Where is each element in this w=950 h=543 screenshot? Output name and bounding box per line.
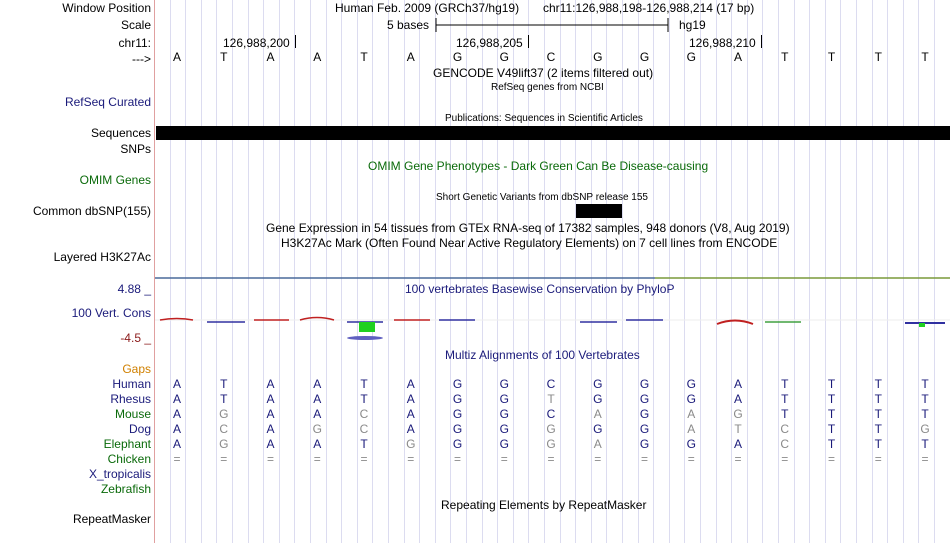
scale-text: 5 bases <box>387 18 430 32</box>
label-refseq[interactable]: RefSeq Curated <box>64 95 151 109</box>
alignment-base: G <box>499 422 509 436</box>
alignment-base: = <box>781 452 789 466</box>
sequence-base: A <box>406 50 415 64</box>
alignment-base: A <box>172 437 181 451</box>
label-zebrafish: Zebrafish <box>100 482 151 496</box>
sequence-base: T <box>781 50 789 64</box>
alignment-base: = <box>827 452 835 466</box>
alignment-base: = <box>594 452 602 466</box>
alignment-base: T <box>827 407 836 421</box>
gtex-title: Gene Expression in 54 tissues from GTEx RNA-seq of 17382 samples, 948 donors (V8, Aug 2019) <box>266 221 790 235</box>
alignment-base: = <box>547 452 555 466</box>
alignment-base: T <box>921 377 929 391</box>
label-human: Human <box>112 377 151 391</box>
alignment-base: G <box>639 422 650 436</box>
alignment-base: G <box>686 392 696 406</box>
coord-tick-1 <box>295 35 296 48</box>
label-sequences[interactable]: Sequences <box>90 126 151 140</box>
alignment-base: A <box>593 437 602 451</box>
base-grid-line <box>622 0 623 543</box>
alignment-base: G <box>219 407 229 421</box>
sequence-base: T <box>874 50 882 64</box>
alignment-base: T <box>827 422 836 436</box>
alignment-base: A <box>172 422 181 436</box>
sequence-base: T <box>220 50 228 64</box>
label-repeatmasker[interactable]: RepeatMasker <box>72 512 151 526</box>
alignment-base: T <box>874 422 882 436</box>
alignment-base: G <box>593 392 603 406</box>
label-dog: Dog <box>128 422 151 436</box>
omim-title: OMIM Gene Phenotypes - Dark Green Can Be Disease-causing <box>368 159 709 173</box>
sequence-base: T <box>827 50 836 64</box>
label-snps[interactable]: SNPs <box>120 142 151 156</box>
label-h3k27ac[interactable]: Layered H3K27Ac <box>53 250 151 264</box>
sequence-base: G <box>686 50 696 64</box>
coord-2: 126,988,205 <box>456 36 523 50</box>
repeat-title: Repeating Elements by RepeatMasker <box>441 498 647 512</box>
label-elephant: Elephant <box>103 437 151 451</box>
alignment-base: G <box>639 407 650 421</box>
h3k27ac-signal <box>155 277 950 280</box>
sequence-base: G <box>499 50 509 64</box>
alignment-base: A <box>687 422 696 436</box>
alignment-base: A <box>313 377 322 391</box>
assembly-name: Human Feb. 2009 (GRCh37/hg19) <box>335 1 520 15</box>
label-rhesus: Rhesus <box>110 392 151 406</box>
base-grid-line <box>341 0 342 543</box>
coord-1: 126,988,200 <box>223 36 290 50</box>
base-grid-line <box>248 0 249 543</box>
alignment-base: A <box>406 377 415 391</box>
publications-title: Publications: Sequences in Scientific Articles <box>445 113 643 124</box>
alignment-base: = <box>921 452 929 466</box>
alignment-base: G <box>593 377 603 391</box>
alignment-base: G <box>406 437 416 451</box>
alignment-base: C <box>359 407 369 421</box>
alignment-base: A <box>406 392 415 406</box>
sequence-base: A <box>172 50 181 64</box>
alignment-base: A <box>266 422 275 436</box>
label-chr: chr11: <box>118 36 151 50</box>
sequence-base: A <box>733 50 742 64</box>
alignment-base: A <box>733 377 742 391</box>
alignment-base: C <box>219 422 229 436</box>
alignment-base: G <box>639 437 650 451</box>
alignment-base: C <box>780 437 790 451</box>
alignment-base: G <box>312 422 322 436</box>
alignment-base: T <box>874 437 882 451</box>
alignment-base: A <box>733 392 742 406</box>
base-grid-line <box>762 0 763 543</box>
alignment-base: A <box>733 437 742 451</box>
refseq-title: RefSeq genes from NCBI <box>491 82 604 93</box>
alignment-base: G <box>452 437 463 451</box>
alignment-base: G <box>546 437 556 451</box>
alignment-base: T <box>874 392 882 406</box>
alignment-base: A <box>313 437 322 451</box>
dbsnp-variant[interactable] <box>576 204 622 218</box>
label-mouse: Mouse <box>114 407 151 421</box>
sequence-base: T <box>360 50 368 64</box>
alignment-base: A <box>687 407 696 421</box>
alignment-base: = <box>640 452 648 466</box>
alignment-base: T <box>827 377 836 391</box>
alignment-base: A <box>172 392 181 406</box>
base-grid-line <box>388 0 389 543</box>
alignment-base: T <box>734 422 742 436</box>
alignment-base: C <box>780 422 790 436</box>
alignment-base: G <box>639 377 650 391</box>
alignment-base: G <box>733 407 743 421</box>
base-grid-line <box>856 0 857 543</box>
label-arrow: ---> <box>132 52 151 66</box>
coord-tick-2 <box>528 35 529 48</box>
alignment-base: C <box>546 377 556 391</box>
label-scale: Scale <box>120 18 151 32</box>
alignment-base: A <box>266 437 275 451</box>
alignment-base: A <box>313 407 322 421</box>
alignment-base: T <box>874 377 882 391</box>
base-grid-line <box>482 0 483 543</box>
alignment-base: G <box>452 422 463 436</box>
gencode-title: GENCODE V49lift37 (2 items filtered out) <box>433 66 654 80</box>
alignment-base: G <box>452 407 463 421</box>
alignment-base: T <box>781 377 789 391</box>
alignment-base: G <box>219 437 229 451</box>
alignment-base: = <box>173 452 181 466</box>
label-vert-cons[interactable]: 100 Vert. Cons <box>71 306 151 320</box>
alignment-base: = <box>453 452 461 466</box>
base-grid-line <box>294 0 295 543</box>
alignment-base: G <box>639 392 650 406</box>
alignment-base: = <box>407 452 415 466</box>
alignment-base: T <box>360 437 368 451</box>
alignment-base: G <box>920 422 930 436</box>
alignment-base: T <box>921 392 929 406</box>
sequence-base: G <box>639 50 650 64</box>
alignment-base: G <box>499 392 509 406</box>
alignment-base: = <box>313 452 321 466</box>
position-text: chr11:126,988,198-126,988,214 (17 bp) <box>543 1 755 15</box>
alignment-base: T <box>360 377 368 391</box>
scale-db: hg19 <box>679 18 706 32</box>
alignment-base: T <box>220 377 228 391</box>
base-grid-line <box>809 0 810 543</box>
label-gaps[interactable]: Gaps <box>122 362 151 376</box>
base-grid-line <box>669 0 670 543</box>
sequence-base: A <box>313 50 322 64</box>
alignment-base: T <box>921 407 929 421</box>
alignment-base: A <box>172 407 181 421</box>
alignment-base: G <box>686 437 696 451</box>
alignment-base: T <box>827 437 836 451</box>
alignment-base: A <box>593 407 602 421</box>
base-grid-line <box>435 0 436 543</box>
alignment-base: A <box>313 392 322 406</box>
alignment-base: G <box>686 377 696 391</box>
alignment-base: G <box>546 422 556 436</box>
alignment-base: G <box>499 437 509 451</box>
alignment-base: T <box>781 392 789 406</box>
alignment-base: = <box>734 452 742 466</box>
alignment-base: G <box>452 392 463 406</box>
alignment-base: A <box>406 422 415 436</box>
alignment-base: A <box>406 407 415 421</box>
alignment-base: = <box>360 452 368 466</box>
base-grid-line <box>201 0 202 543</box>
coord-tick-3 <box>761 35 762 48</box>
alignment-base: T <box>360 392 368 406</box>
alignment-base: G <box>452 377 463 391</box>
publications-bar[interactable] <box>156 126 950 140</box>
alignment-base: C <box>546 407 556 421</box>
phylop-signal <box>155 312 950 342</box>
alignment-base: C <box>359 422 369 436</box>
label-chicken: Chicken <box>107 452 151 466</box>
base-grid-line <box>903 0 904 543</box>
alignment-base: A <box>266 392 275 406</box>
sequence-base: T <box>921 50 929 64</box>
scale-bar <box>435 17 671 33</box>
base-grid-line <box>716 0 717 543</box>
phylop-title: 100 vertebrates Basewise Conservation by PhyloP <box>405 282 675 296</box>
alignment-base: T <box>547 392 555 406</box>
alignment-base: = <box>220 452 228 466</box>
label-dbsnp[interactable]: Common dbSNP(155) <box>32 204 151 218</box>
dbsnp-title: Short Genetic Variants from dbSNP release 155 <box>436 192 648 203</box>
alignment-base: = <box>874 452 882 466</box>
alignment-base: A <box>172 377 181 391</box>
sequence-base: G <box>452 50 463 64</box>
alignment-base: T <box>921 437 929 451</box>
alignment-base: = <box>500 452 508 466</box>
label-phylop-min: -4.5 _ <box>120 331 151 345</box>
alignment-base: G <box>499 377 509 391</box>
coord-3: 126,988,210 <box>689 36 756 50</box>
browser-image[interactable] <box>155 0 950 543</box>
alignment-base: T <box>781 407 789 421</box>
sequence-base: C <box>546 50 556 64</box>
label-phylop-max: 4.88 _ <box>117 282 151 296</box>
label-xtrop: X_tropicalis <box>88 467 151 481</box>
sequence-base: G <box>593 50 603 64</box>
sequence-base: A <box>266 50 275 64</box>
h3k27ac-title: H3K27Ac Mark (Often Found Near Active Regulatory Elements) on 7 cell lines from ENCODE <box>281 236 778 250</box>
alignment-base: T <box>220 392 228 406</box>
label-window-position: Window Position <box>62 1 151 15</box>
multiz-title: Multiz Alignments of 100 Vertebrates <box>445 348 640 362</box>
alignment-base: T <box>827 392 836 406</box>
alignment-base: = <box>266 452 274 466</box>
alignment-base: = <box>687 452 695 466</box>
alignment-base: T <box>874 407 882 421</box>
alignment-base: A <box>266 407 275 421</box>
track-labels <box>0 0 155 543</box>
alignment-base: G <box>499 407 509 421</box>
alignment-base: A <box>266 377 275 391</box>
alignment-base: G <box>593 422 603 436</box>
label-omim[interactable]: OMIM Genes <box>79 173 151 187</box>
